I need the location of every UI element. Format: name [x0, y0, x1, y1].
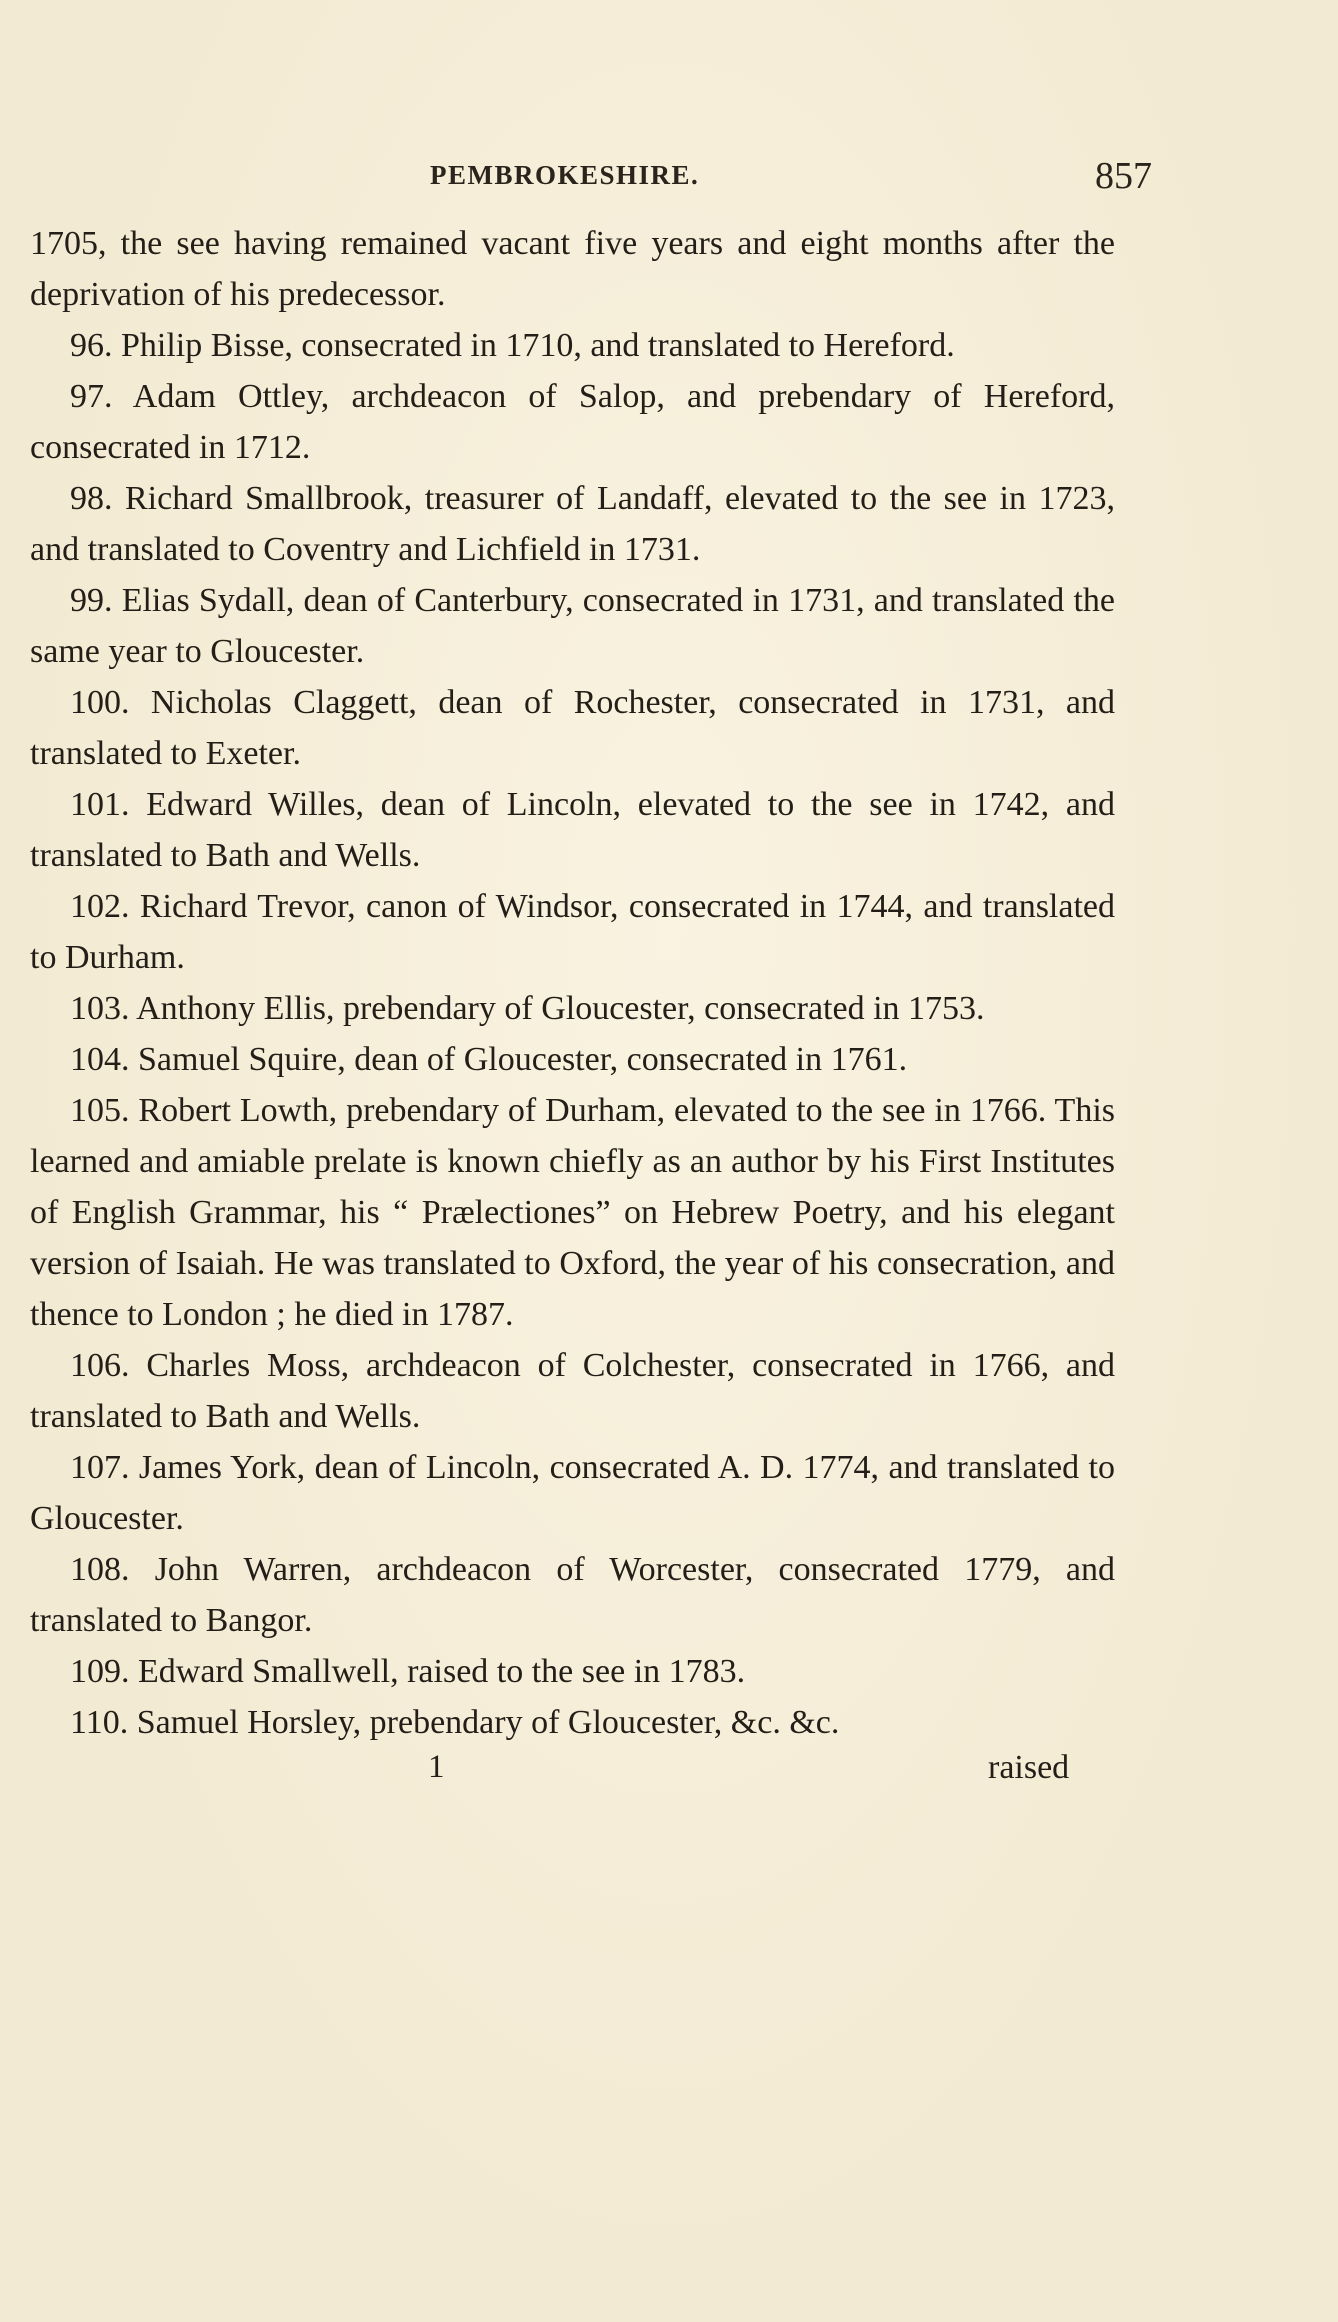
entry-107: 107. James York, dean of Lincoln, consecrated A. D. 1774, and translated to Gloucester. [30, 1449, 1115, 1537]
entry-102: 102. Richard Trevor, canon of Windsor, consecrated in 1744, and translated to Durham. [30, 888, 1115, 976]
catchword: raised [988, 1749, 1070, 1786]
page-footer [30, 1748, 1115, 1788]
entry-96: 96. Philip Bisse, consecrated in 1710, and translated to Hereford. [70, 327, 955, 364]
entry-97: 97. Adam Ottley, archdeacon of Salop, and prebendary of Hereford, consecrated in 1712. [30, 378, 1115, 466]
page-number: 857 [1095, 155, 1152, 197]
page-header [0, 150, 1338, 200]
signature-mark: 1 [428, 1749, 445, 1785]
entry-104: 104. Samuel Squire, dean of Gloucester, consecrated in 1761. [70, 1041, 908, 1078]
body-text [30, 218, 1115, 1788]
entry-101: 101. Edward Willes, dean of Lincoln, elevated to the see in 1742, and translated to Bath and Wells. [30, 786, 1115, 874]
entry-103: 103. Anthony Ellis, prebendary of Gloucester, consecrated in 1753. [70, 990, 985, 1027]
running-title: PEMBROKESHIRE. [430, 160, 700, 190]
entry-105: 105. Robert Lowth, prebendary of Durham, elevated to the see in 1766. This learned and amiable prelate is known chiefly as an author by his First Institutes of English Grammar, his “ Prælectiones” on Hebrew Poetry, and his elegant version of Isaiah. He was translated to Oxford, the year of his consecration, and thence to London ; he died in 1787. [30, 1092, 1115, 1333]
entry-99: 99. Elias Sydall, dean of Canterbury, consecrated in 1731, and translated the same year to Gloucester. [30, 582, 1115, 670]
entry-106: 106. Charles Moss, archdeacon of Colchester, consecrated in 1766, and translated to Bath and Wells. [30, 1347, 1115, 1435]
entry-98: 98. Richard Smallbrook, treasurer of Landaff, elevated to the see in 1723, and translated to Coventry and Lichfield in 1731. [30, 480, 1115, 568]
paragraph-continuation: 1705, the see having remained vacant five years and eight months after the deprivation of his predecessor. [30, 225, 1115, 313]
entry-100: 100. Nicholas Claggett, dean of Rochester, consecrated in 1731, and translated to Exeter. [30, 684, 1115, 772]
entry-109: 109. Edward Smallwell, raised to the see in 1783. [70, 1653, 746, 1690]
entry-110: 110. Samuel Horsley, prebendary of Gloucester, &c. &c. [70, 1704, 840, 1741]
entry-108: 108. John Warren, archdeacon of Worcester, consecrated 1779, and translated to Bangor. [30, 1551, 1115, 1639]
